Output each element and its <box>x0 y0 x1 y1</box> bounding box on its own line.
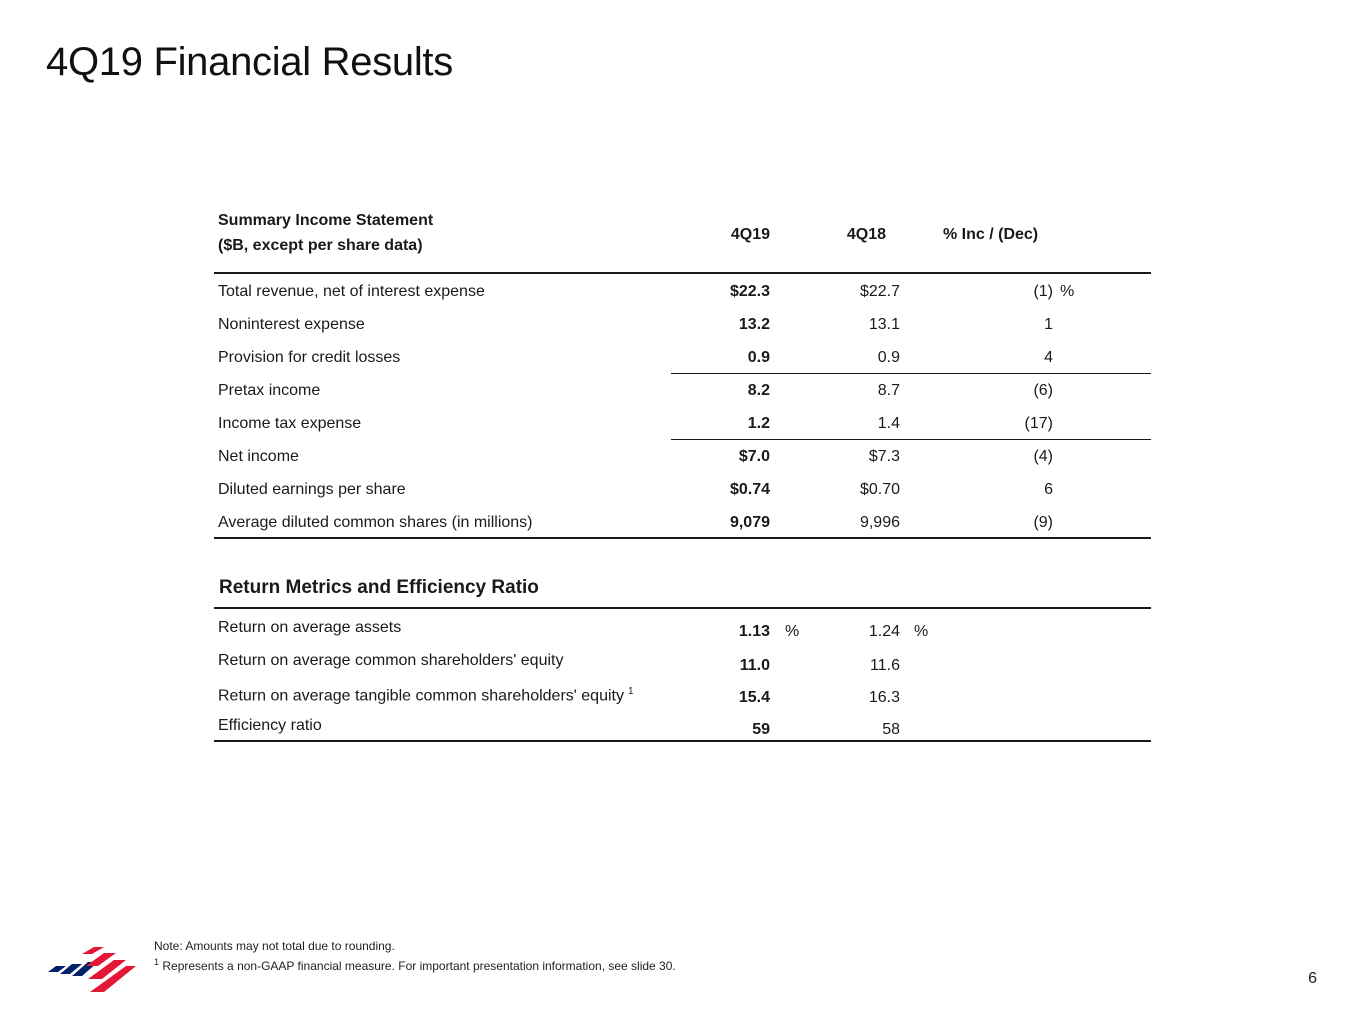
row-label: Total revenue, net of interest expense <box>218 283 485 300</box>
table-row <box>218 686 1150 719</box>
value-4q18: 1.4 <box>877 415 900 432</box>
value-4q18: $0.70 <box>859 481 900 498</box>
row-label: Diluted earnings per share <box>218 481 406 498</box>
pct-unit: % <box>785 623 800 640</box>
table-row <box>218 717 1150 750</box>
row-label: Noninterest expense <box>218 316 365 333</box>
note-non-gaap-text: Represents a non-GAAP financial measure. For important presentation information, see slide 30. <box>162 959 676 973</box>
value-pct-change: (9) <box>1033 514 1053 531</box>
value-pct-change: 1 <box>1044 316 1053 333</box>
value-pct-change: (4) <box>1033 448 1053 465</box>
table-row <box>218 415 1150 448</box>
row-label-text: Return on average tangible common shareholders' equity <box>218 687 624 705</box>
value-4q19: 1.2 <box>747 415 770 432</box>
subtotal-rule <box>671 373 1151 374</box>
income-header-line2: ($B, except per share data) <box>218 237 423 254</box>
note-rounding: Note: Amounts may not total due to rounding. <box>154 939 395 953</box>
value-4q19: $0.74 <box>729 481 770 498</box>
returns-header-rule <box>214 607 1151 609</box>
section-title-returns: Return Metrics and Efficiency Ratio <box>219 577 539 598</box>
value-4q18: 16.3 <box>868 689 900 706</box>
header-rule <box>214 272 1151 274</box>
row-label: Return on average assets <box>218 619 402 636</box>
table-row <box>218 316 1150 349</box>
value-4q19: 59 <box>752 721 770 738</box>
value-4q19: 1.13 <box>738 623 770 640</box>
value-pct-change: (1) <box>1033 283 1053 300</box>
returns-bottom-rule <box>214 740 1151 742</box>
value-4q18: 9,996 <box>859 514 900 531</box>
table-row <box>218 652 1150 685</box>
bank-flag-logo-icon <box>46 944 138 996</box>
value-4q18: $7.3 <box>868 448 900 465</box>
value-4q19: 0.9 <box>747 349 770 366</box>
table-row <box>218 619 1150 652</box>
subtotal-rule <box>671 439 1151 440</box>
footnote-marker: 1 <box>627 686 634 697</box>
value-4q18: 1.24 <box>868 623 900 640</box>
value-pct-change: 6 <box>1044 481 1053 498</box>
value-4q19: 13.2 <box>738 316 770 333</box>
note-non-gaap <box>154 957 676 973</box>
pct-unit: % <box>914 623 929 640</box>
row-label: Income tax expense <box>218 415 362 432</box>
value-4q19: 15.4 <box>738 689 770 706</box>
col-header-pct-change: % Inc / (Dec) <box>943 226 1039 243</box>
table-row <box>218 514 1150 547</box>
value-4q18: 11.6 <box>870 657 900 674</box>
row-label <box>218 686 634 705</box>
page-title: 4Q19 Financial Results <box>46 40 453 84</box>
income-header-line1: Summary Income Statement <box>218 212 434 229</box>
value-4q18: 8.7 <box>877 382 900 399</box>
row-label: Average diluted common shares (in millions) <box>218 514 533 531</box>
col-header-4q19: 4Q19 <box>730 226 770 243</box>
page-number: 6 <box>1308 970 1317 987</box>
value-4q19: 9,079 <box>729 514 770 531</box>
value-4q18: 13.1 <box>868 316 900 333</box>
value-4q19: 11.0 <box>739 657 770 674</box>
row-label: Net income <box>218 448 299 465</box>
row-label: Provision for credit losses <box>218 349 401 366</box>
value-pct-change: (6) <box>1033 382 1053 399</box>
table-row <box>218 283 1150 316</box>
value-4q18: 58 <box>882 721 900 738</box>
row-label: Return on average common shareholders' equity <box>218 652 564 669</box>
value-4q19: $7.0 <box>738 448 770 465</box>
row-label: Efficiency ratio <box>218 717 322 734</box>
value-pct-change: (17) <box>1024 415 1053 432</box>
row-label: Pretax income <box>218 382 321 399</box>
pct-unit: % <box>1060 283 1075 300</box>
table-bottom-rule <box>214 537 1151 539</box>
table-row <box>218 349 1150 382</box>
value-4q19: $22.3 <box>729 283 770 300</box>
value-4q19: 8.2 <box>747 382 770 399</box>
value-4q18: $22.7 <box>859 283 900 300</box>
col-header-4q18: 4Q18 <box>846 226 886 243</box>
table-row <box>218 448 1150 481</box>
table-row <box>218 481 1150 514</box>
value-4q18: 0.9 <box>877 349 900 366</box>
footnote-marker: 1 <box>154 957 160 967</box>
value-pct-change: 4 <box>1044 349 1053 366</box>
table-row <box>218 382 1150 415</box>
